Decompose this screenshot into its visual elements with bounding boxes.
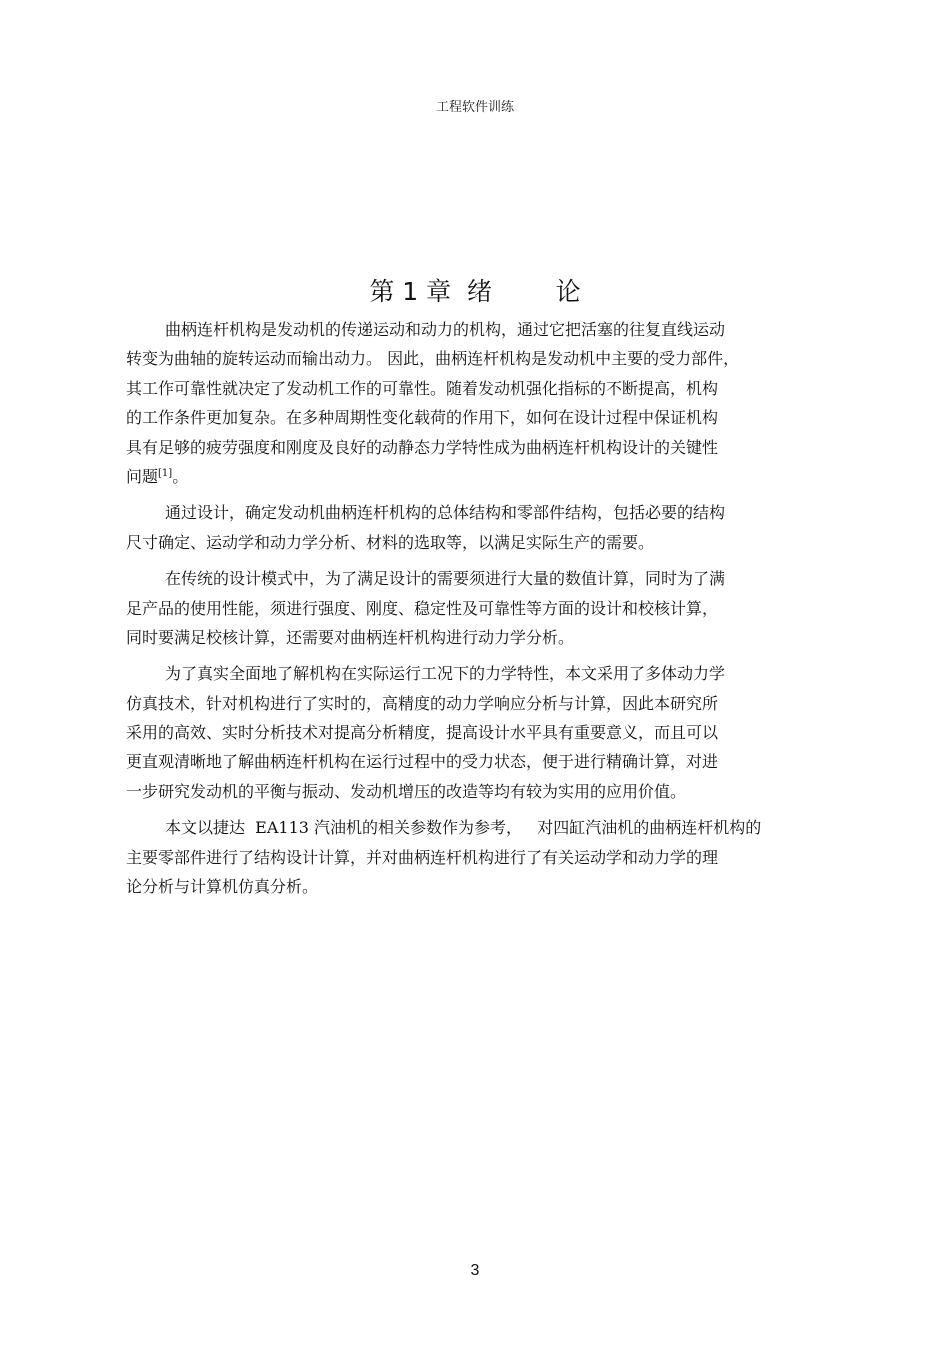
text-line: 为了真实全面地了解机构在实际运行工况下的力学特性，本文采用了多体动力学 bbox=[165, 664, 726, 684]
text-line: 本文以捷达 EA113 汽油机的相关参数作为参考， 对四缸汽油机的曲柄连杆机构的 bbox=[165, 818, 762, 838]
text-line: 在传统的设计模式中，为了满足设计的需要须进行大量的数值计算，同时为了满 bbox=[165, 569, 726, 589]
paragraph-5 bbox=[126, 813, 826, 901]
text-line: 主要零部件进行了结构设计计算，并对曲柄连杆机构进行了有关运动学和动力学的理 bbox=[126, 847, 719, 867]
text-line: 尺寸确定、运动学和动力学分析、材料的选取等，以满足实际生产的需要。 bbox=[126, 532, 655, 552]
text-line bbox=[126, 462, 826, 491]
text-line: 具有足够的疲劳强度和刚度及良好的动静态力学特性成为曲柄连杆机构设计的关键性 bbox=[126, 437, 719, 457]
body-text bbox=[126, 315, 826, 901]
running-header: 工程软件训练 bbox=[435, 100, 514, 115]
text-line: 同时要满足校核计算，还需要对曲柄连杆机构进行动力学分析。 bbox=[126, 627, 575, 647]
text-line: 其工作可靠性就决定了发动机工作的可靠性。随着发动机强化指标的不断提高，机构 bbox=[126, 378, 719, 398]
text-line: 通过设计，确定发动机曲柄连杆机构的总体结构和零部件结构，包括必要的结构 bbox=[165, 503, 726, 523]
text-line: 的工作条件更加复杂。在多种周期性变化载荷的作用下，如何在设计过程中保证机构 bbox=[126, 408, 719, 428]
text-line: 论分析与计算机仿真分析。 bbox=[126, 877, 319, 897]
text-line: 转变为曲轴的旋转运动而输出动力。 因此，曲柄连杆机构是发动机中主要的受力部件， bbox=[126, 349, 740, 369]
text-line: 采用的高效、实时分析技术对提高分析精度，提高设计水平具有重要意义，而且可以 bbox=[126, 723, 719, 743]
text-line: 仿真技术，针对机构进行了实时的，高精度的动力学响应分析与计算，因此本研究所 bbox=[126, 693, 719, 713]
text-line: 足产品的使用性能，须进行强度、刚度、稳定性及可靠性等方面的设计和校核计算， bbox=[126, 598, 719, 618]
text-line-end: 。 bbox=[172, 466, 189, 486]
chapter-title: 第 1 章 绪 论 bbox=[369, 277, 581, 306]
paragraph-3 bbox=[126, 564, 826, 652]
text-line-part: 问题 bbox=[126, 466, 159, 486]
text-line: 更直观清晰地了解曲柄连杆机构在运行过程中的受力状态，便于进行精确计算，对进 bbox=[126, 752, 719, 772]
text-line: 一步研究发动机的平衡与振动、发动机增压的改造等均有较为实用的应用价值。 bbox=[126, 781, 687, 801]
page-number: 3 bbox=[470, 1262, 480, 1279]
paragraph-4 bbox=[126, 659, 826, 806]
citation-marker: [1] bbox=[158, 467, 173, 479]
text-line: 曲柄连杆机构是发动机的传递运动和动力的机构，通过它把活塞的往复直线运动 bbox=[165, 320, 726, 339]
paragraph-2 bbox=[126, 498, 826, 557]
paragraph-1 bbox=[126, 315, 826, 491]
